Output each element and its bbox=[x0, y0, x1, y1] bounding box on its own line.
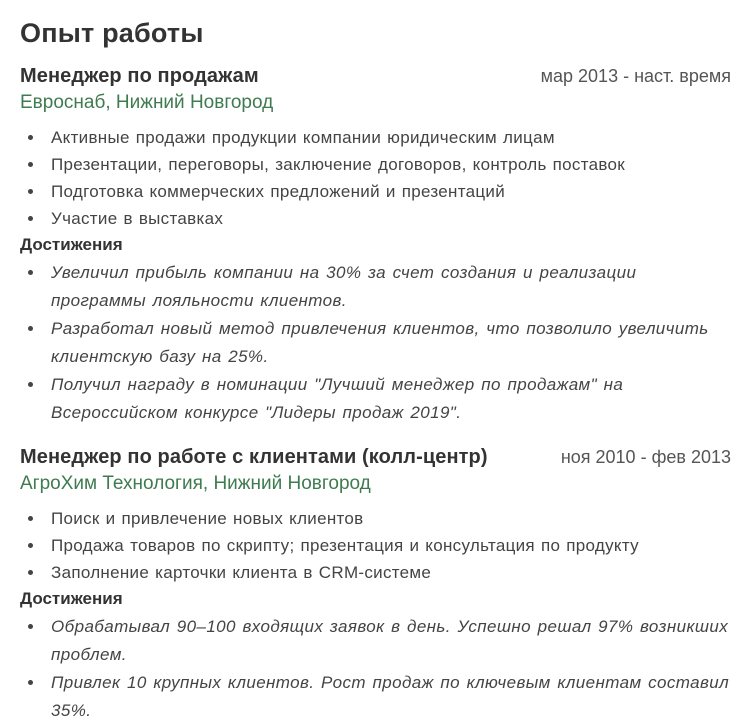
responsibility-item: • Активные продажи продукции компании юридическим лицам bbox=[45, 124, 731, 151]
job-entry-1 bbox=[20, 64, 731, 427]
responsibility-item: • Заполнение карточки клиента в CRM-системе bbox=[45, 559, 731, 586]
job-entry-2 bbox=[20, 445, 731, 725]
responsibility-item: • Подготовка коммерческих предложений и презентаций bbox=[45, 178, 731, 205]
responsibility-item: • Поиск и привлечение новых клиентов bbox=[45, 505, 731, 532]
responsibility-item: • Презентации, переговоры, заключение договоров, контроль поставок bbox=[45, 151, 731, 178]
job-company: АгроХим Технология, Нижний Новгород bbox=[20, 473, 371, 495]
job-header bbox=[20, 64, 731, 88]
achievements-heading: Достижения bbox=[20, 589, 123, 609]
section-title: Опыт работы bbox=[20, 18, 204, 48]
job-title: Менеджер по продажам bbox=[20, 65, 259, 88]
achievement-item: • Увеличил прибыль компании на 30% за счет создания и реализации программы лояльности клиентов. bbox=[45, 259, 731, 315]
responsibilities-list bbox=[20, 505, 731, 586]
job-company: Евроснаб, Нижний Новгород bbox=[20, 92, 274, 114]
achievement-item: • Привлек 10 крупных клиентов. Рост продаж по ключевым клиентам составил 35%. bbox=[45, 669, 731, 725]
achievement-item: • Разработал новый метод привлечения клиентов, что позволило увеличить клиентскую базу на 25%. bbox=[45, 315, 731, 371]
achievement-item: • Получил награду в номинации "Лучший менеджер по продажам" на Всероссийском конкурсе "Лидеры продаж 2019". bbox=[45, 371, 731, 427]
job-period: мар 2013 - наст. время bbox=[540, 66, 731, 87]
job-header bbox=[20, 445, 731, 469]
responsibility-item: • Продажа товаров по скрипту; презентация и консультация по продукту bbox=[45, 532, 731, 559]
achievements-heading: Достижения bbox=[20, 235, 123, 255]
job-period: ноя 2010 - фев 2013 bbox=[560, 447, 731, 468]
responsibilities-list bbox=[20, 124, 731, 232]
responsibility-item: • Участие в выставках bbox=[45, 205, 731, 232]
job-title: Менеджер по работе с клиентами (колл-центр) bbox=[20, 446, 488, 469]
achievement-item: • Обрабатывал 90–100 входящих заявок в день. Успешно решал 97% возникших проблем. bbox=[45, 613, 731, 669]
achievements-list bbox=[20, 613, 731, 725]
achievements-list bbox=[20, 259, 731, 427]
